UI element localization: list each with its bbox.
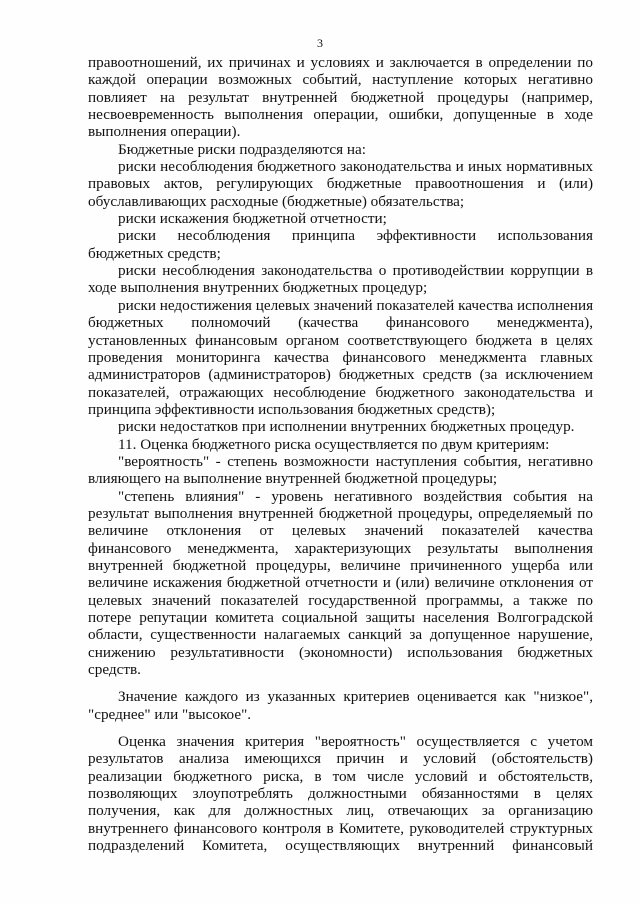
text-line: "степень влияния" - уровень негативного воздействия события на — [118, 487, 593, 505]
text-line: правоотношений, их причинах и условиях и заключается в определении по — [88, 54, 593, 71]
text-line: установленных финансовым органом соответствующего бюджета в целях — [88, 331, 593, 349]
text-line: повлияет на результат внутренней бюджетной процедуры (например, — [88, 88, 593, 106]
text-line: бюджетных средств; — [88, 244, 221, 262]
text-line: риски искажения бюджетной отчетности; — [118, 210, 387, 228]
document-body — [88, 54, 593, 854]
text-line: обуславливающих расходные (бюджетные) обязательства; — [88, 192, 465, 210]
text-line: величине искажения бюджетной отчетности и (или) величине отклонения от — [88, 574, 593, 592]
text-line: администраторов (администраторов) бюджетных средств (за исключением — [88, 366, 593, 384]
text-line: результат выполнения внутренней бюджетной процедуры, определяемый по — [88, 504, 593, 522]
text-line: ходе выполнения внутренних бюджетных процедур; — [88, 279, 428, 297]
text-line: "среднее" или "высокое". — [88, 705, 252, 723]
text-line: результатов анализа имеющихся причин и условий (обстоятельств) — [88, 750, 593, 768]
text-line: показателей, отражающих несоблюдение бюджетного законодательства и — [88, 383, 593, 401]
text-line: риски несоблюдения законодательства о противодействии коррупции в — [118, 262, 593, 280]
text-line: 11. Оценка бюджетного риска осуществляется по двум критериям: — [118, 435, 550, 453]
text-line: риски недостижения целевых значений показателей качества исполнения — [118, 296, 594, 314]
text-line: получения, как для должностных лиц, отвечающих за организацию — [88, 802, 593, 820]
text-line: внутренней бюджетной процедуры, величине причиненного ущерба или — [88, 556, 593, 574]
text-line: реализации бюджетного риска, в том числе условий и обстоятельств, — [88, 767, 593, 785]
text-line: влияющего на выполнение внутренней бюджетной процедуры; — [88, 470, 498, 488]
text-line: риски несоблюдения принципа эффективности использования — [118, 227, 593, 245]
text-line: области, существенности налагаемых санкций за допущенное нарушение, — [88, 626, 593, 644]
text-line: риски несоблюдения бюджетного законодательства и иных нормативных — [118, 158, 593, 176]
page-number: 3 — [317, 36, 323, 50]
text-line: целевых значений показателей государственной программы, а также по — [88, 591, 593, 609]
text-line: средств. — [88, 661, 141, 679]
text-line: принципа эффективности использования бюджетных средств); — [88, 400, 496, 418]
text-line: внутреннего финансового контроля в Комитете, руководителей структурных — [88, 819, 593, 837]
text-line: Оценка значения критерия "вероятность" осуществляется с учетом — [118, 733, 593, 751]
text-line: величине отклонения от целевых значений показателей качества — [88, 522, 593, 540]
text-line: Значение каждого из указанных критериев оценивается как "низкое", — [118, 688, 593, 706]
text-line: каждой операции возможных событий, наступление которых негативно — [88, 71, 593, 89]
text-line: снижению результативности (экономности) использования бюджетных — [88, 643, 593, 661]
text-line: риски недостатков при исполнении внутренних бюджетных процедур. — [118, 418, 575, 436]
text-line: выполнения операции). — [88, 123, 241, 141]
text-line: "вероятность" - степень возможности наступления события, негативно — [118, 452, 593, 470]
text-line: потере репутации комитета социальной защиты населения Волгоградской — [88, 609, 593, 626]
text-line: проведения мониторинга качества финансового менеджмента главных — [88, 348, 593, 366]
text-line: Бюджетные риски подразделяются на: — [118, 140, 367, 158]
text-line: бюджетных полномочий (качества финансового менеджмента), — [88, 314, 593, 332]
text-line: подразделений Комитета, осуществляющих внутренний финансовый — [88, 837, 593, 855]
text-line: правовых актов, регулирующих бюджетные правоотношения и (или) — [88, 175, 593, 193]
text-line: позволяющих злоупотреблять должностными обязанностями в целях — [88, 785, 593, 803]
text-line: несвоевременность выполнения операции, ошибки, допущенные в ходе — [88, 106, 593, 124]
text-line: финансового менеджмента, характеризующих результаты выполнения — [88, 539, 593, 557]
